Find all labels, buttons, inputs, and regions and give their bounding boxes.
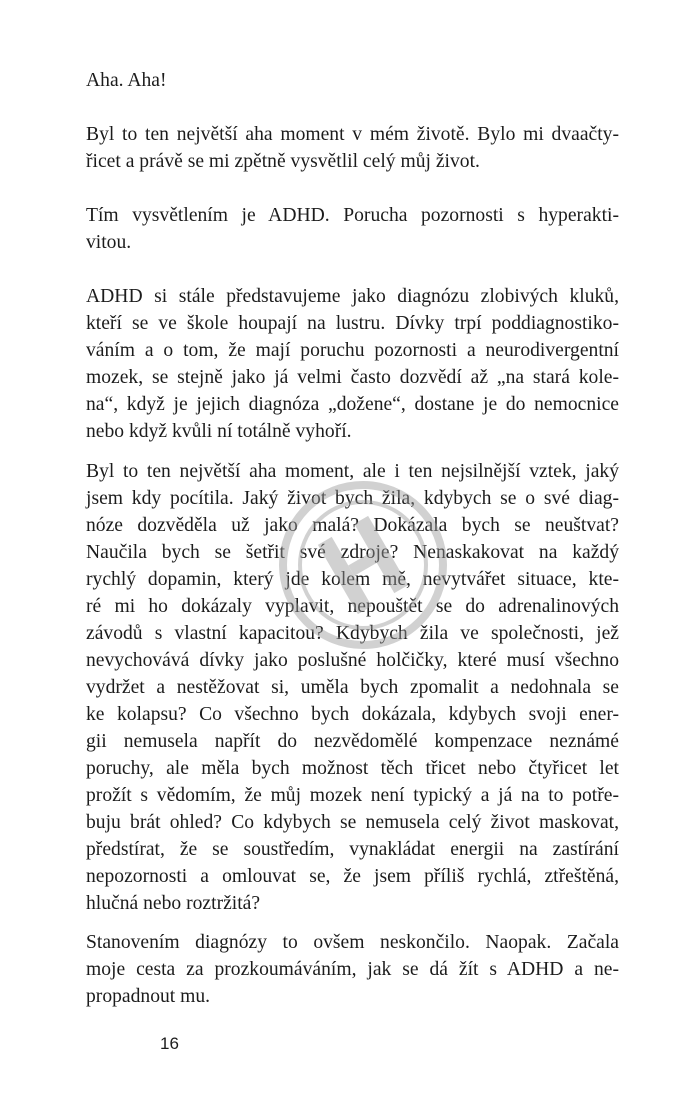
text-line: jsem kdy pocítila. Jaký život bych žila, kdybych se o své diag- <box>86 488 619 509</box>
text-line: váním a o tom, že mají poruchu pozornosti a neurodivergentní <box>86 340 619 361</box>
text-line: propadnout mu. <box>86 986 211 1007</box>
text-line: hlučná nebo roztržitá? <box>86 893 261 914</box>
text-line: mozek, se stejně jako já velmi často dozvědí až „na stará kole- <box>86 367 619 388</box>
text-line: nebo když kvůli ní totálně vyhoří. <box>86 421 352 442</box>
text-line: předstírat, že se soustředím, vynakládat energii na zastírání <box>86 839 619 860</box>
text-line: závodů s vlastní kapacitou? Kdybych žila ve společnosti, jež <box>86 623 619 644</box>
text-line: prožít s vědomím, že můj mozek není typický a já na to potře- <box>86 785 619 806</box>
text-line: moje cesta za prozkoumáváním, jak se dá žít s ADHD a ne- <box>86 959 619 980</box>
text-line: rychlý dopamin, který jde kolem mě, nevytvářet situace, kte- <box>86 569 619 590</box>
text-line: na“, když je jejich diagnóza „dožene“, dostane je do nemocnice <box>86 394 619 415</box>
text-line: nevychovává dívky jako poslušné holčičky, které musí všechno <box>86 650 619 671</box>
text-line: poruchy, ale měla bych možnost těch třicet nebo čtyřicet let <box>86 758 619 779</box>
text-line: Byl to ten největší aha moment v mém životě. Bylo mi dvaačty- <box>86 124 619 145</box>
text-line: ADHD si stále představujeme jako diagnózu zlobivých kluků, <box>86 286 619 307</box>
text-line: Tím vysvětlením je ADHD. Porucha pozornosti s hyperakti- <box>86 205 619 226</box>
paragraph-6 <box>86 929 619 1010</box>
text-line: Naučila bych se šetřit své zdroje? Nenaskakovat na každý <box>86 542 619 563</box>
text-line: kteří se ve škole houpají na lustru. Dívky trpí poddiagnostiko- <box>86 313 619 334</box>
text-line: vitou. <box>86 232 132 253</box>
text-line: Stanovením diagnózy to ovšem neskončilo. Naopak. Začala <box>86 932 619 953</box>
paragraph-4 <box>86 283 619 445</box>
text-line: vydržet a nestěžovat si, uměla bych zpomalit a nedohnala se <box>86 677 619 698</box>
text-line: buju brát ohled? Co kdybych se nemusela celý život maskovat, <box>86 812 619 833</box>
text-line: nóze dozvěděla už jako malá? Dokázala bych se neuštvat? <box>86 515 619 536</box>
text-line: ré mi ho dokázaly vyplavit, nepouštět se do adrenalinových <box>86 596 619 617</box>
text-line: gii nemusela napřít do nezvědomělé kompenzace neznámé <box>86 731 619 752</box>
page-number: 16 <box>160 1034 179 1053</box>
paragraph-1 <box>86 67 619 94</box>
text-line: řicet a právě se mi zpětně vysvětlil celý můj život. <box>86 151 480 172</box>
text-line: Aha. Aha! <box>86 70 167 91</box>
paragraph-5 <box>86 458 619 917</box>
text-line: Byl to ten největší aha moment, ale i ten nejsilnější vztek, jaký <box>86 461 619 482</box>
text-line: nepozornosti a omlouvat se, že jsem příliš rychlá, ztřeštěná, <box>86 866 619 887</box>
text-line: ke kolapsu? Co všechno bych dokázala, kdybych svoji ener- <box>86 704 619 725</box>
paragraph-2 <box>86 121 619 175</box>
paragraph-3 <box>86 202 619 256</box>
